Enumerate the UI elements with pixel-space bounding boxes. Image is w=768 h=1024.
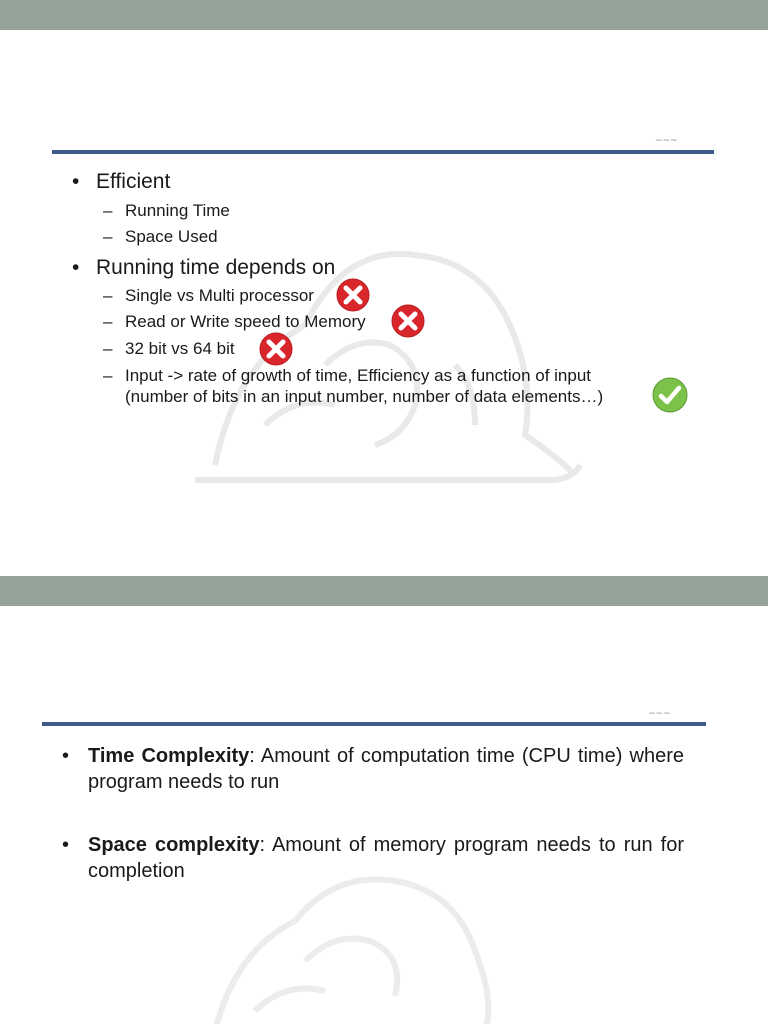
sub-input-growth-continuation: (number of bits in an input number, number of data elements…) — [125, 387, 604, 406]
x-icon — [391, 304, 425, 338]
bullet-running-time-depends: • Running time depends on — [72, 256, 336, 279]
sub-running-time: – Running Time — [103, 201, 230, 220]
definition-space-complexity: • Space complexity: Amount of memory program needs to run for completion — [62, 834, 684, 882]
title-rule — [42, 722, 706, 726]
bullet-efficient: • Efficient — [72, 170, 171, 193]
slide-complexity — [0, 606, 768, 1024]
signature-mark: ~~~ — [648, 709, 671, 719]
sub-bit-width: – 32 bit vs 64 bit — [103, 339, 235, 358]
middle-band — [0, 576, 768, 606]
signature-mark: ~~~ — [655, 136, 678, 146]
term-time-complexity: Time Complexity — [88, 745, 250, 767]
sub-memory-speed: – Read or Write speed to Memory — [103, 312, 366, 331]
sub-space-used: – Space Used — [103, 227, 218, 246]
top-band — [0, 0, 768, 30]
lion-watermark — [195, 861, 525, 1024]
x-icon — [336, 278, 370, 312]
sub-input-growth: – Input -> rate of growth of time, Efficiency as a function of input — [103, 366, 592, 385]
term-space-complexity: Space complexity — [88, 834, 260, 856]
definition-time-complexity: • Time Complexity: Amount of computation time (CPU time) where program needs to run — [62, 745, 684, 793]
check-icon — [652, 377, 688, 413]
title-rule — [52, 150, 714, 154]
x-icon — [259, 332, 293, 366]
slide-efficiency — [0, 30, 768, 576]
sub-processor: – Single vs Multi processor — [103, 286, 314, 305]
